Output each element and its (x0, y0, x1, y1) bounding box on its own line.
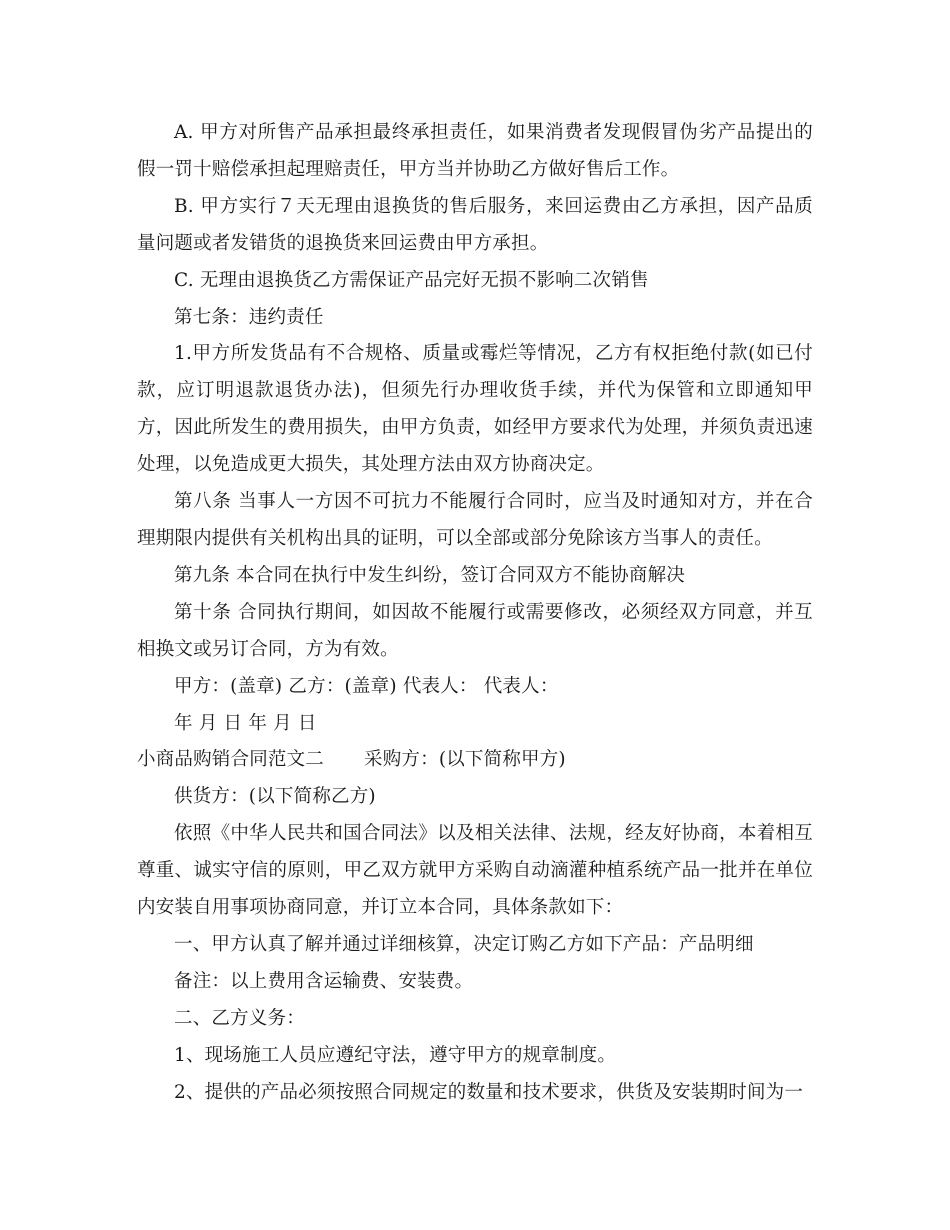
item-1-paragraph: 一、甲方认真了解并通过详细核算，决定订购乙方如下产品：产品明细 (174, 933, 754, 955)
article-9-paragraph: 第九条 本合同在执行中发生纠纷，签订合同双方不能协商解决 (174, 564, 685, 586)
article-8-paragraph: 第八条 当事人一方因不可抗力不能履行合同时，应当及时通知对方，并在合理期限内提供有关机构出具的证明，可以全部或部分免除该方当事人的责任。 (137, 491, 813, 549)
clause-a-paragraph: A. 甲方对所售产品承担最终承担责任，如果消费者发现假冒伪劣产品提出的假一罚十赔偿承担起理赔责任，甲方当并协助乙方做好售后工作。 (137, 122, 813, 180)
item-2-1-paragraph: 1、现场施工人员应遵纪守法，遵守甲方的规章制度。 (174, 1044, 617, 1066)
clause-c-paragraph: C. 无理由退换货乙方需保证产品完好无损不影响二次销售 (174, 269, 649, 291)
section-two-title: 小商品购销合同范文二 (137, 749, 325, 771)
item-2-2-paragraph: 2、提供的产品必须按照合同规定的数量和技术要求，供货及安装期时间为一 (174, 1081, 804, 1103)
remark-paragraph: 备注：以上费用含运输费、安装费。 (174, 970, 474, 992)
preamble-paragraph: 依照《中华人民共和国合同法》以及相关法律、法规，经友好协商，本着相互尊重、诚实守信的原则，甲乙双方就甲方采购自动滴灌种植系统产品一批并在单位内安装自用事项协商同意，并订立本合同，具体条款如下： (137, 823, 813, 919)
article-7-item-1-paragraph: 1.甲方所发货品有不合规格、质量或霉烂等情况，乙方有权拒绝付款(如已付款，应订明退款退货办法)，但须先行办理收货手续，并代为保管和立即通知甲方，因此所发生的费用损失，由甲方负责，如经甲方要求代为处理，并须负责迅速处理，以免造成更大损失，其处理方法由双方协商决定。 (137, 343, 813, 476)
section-two-heading-line (137, 742, 813, 779)
signature-line: 甲方：(盖章) 乙方：(盖章) 代表人： 代表人： (174, 675, 559, 697)
article-10-paragraph: 第十条 合同执行期间，如因故不能履行或需要修改，必须经双方同意，并互相换文或另订合同，方为有效。 (137, 601, 813, 660)
supplier-paragraph: 供货方：(以下简称乙方) (174, 786, 376, 808)
date-line: 年 月 日 年 月 日 (174, 712, 317, 734)
document-body (137, 115, 813, 1111)
item-2-heading: 二、乙方义务： (174, 1007, 305, 1029)
article-7-heading: 第七条：违约责任 (174, 306, 324, 328)
clause-b-paragraph: B. 甲方实行７天无理由退换货的售后服务，来回运费由乙方承担，因产品质量问题或者发错货的退换货来回运费由甲方承担。 (137, 195, 813, 254)
buyer-label: 采购方：(以下简称甲方) (364, 749, 566, 771)
